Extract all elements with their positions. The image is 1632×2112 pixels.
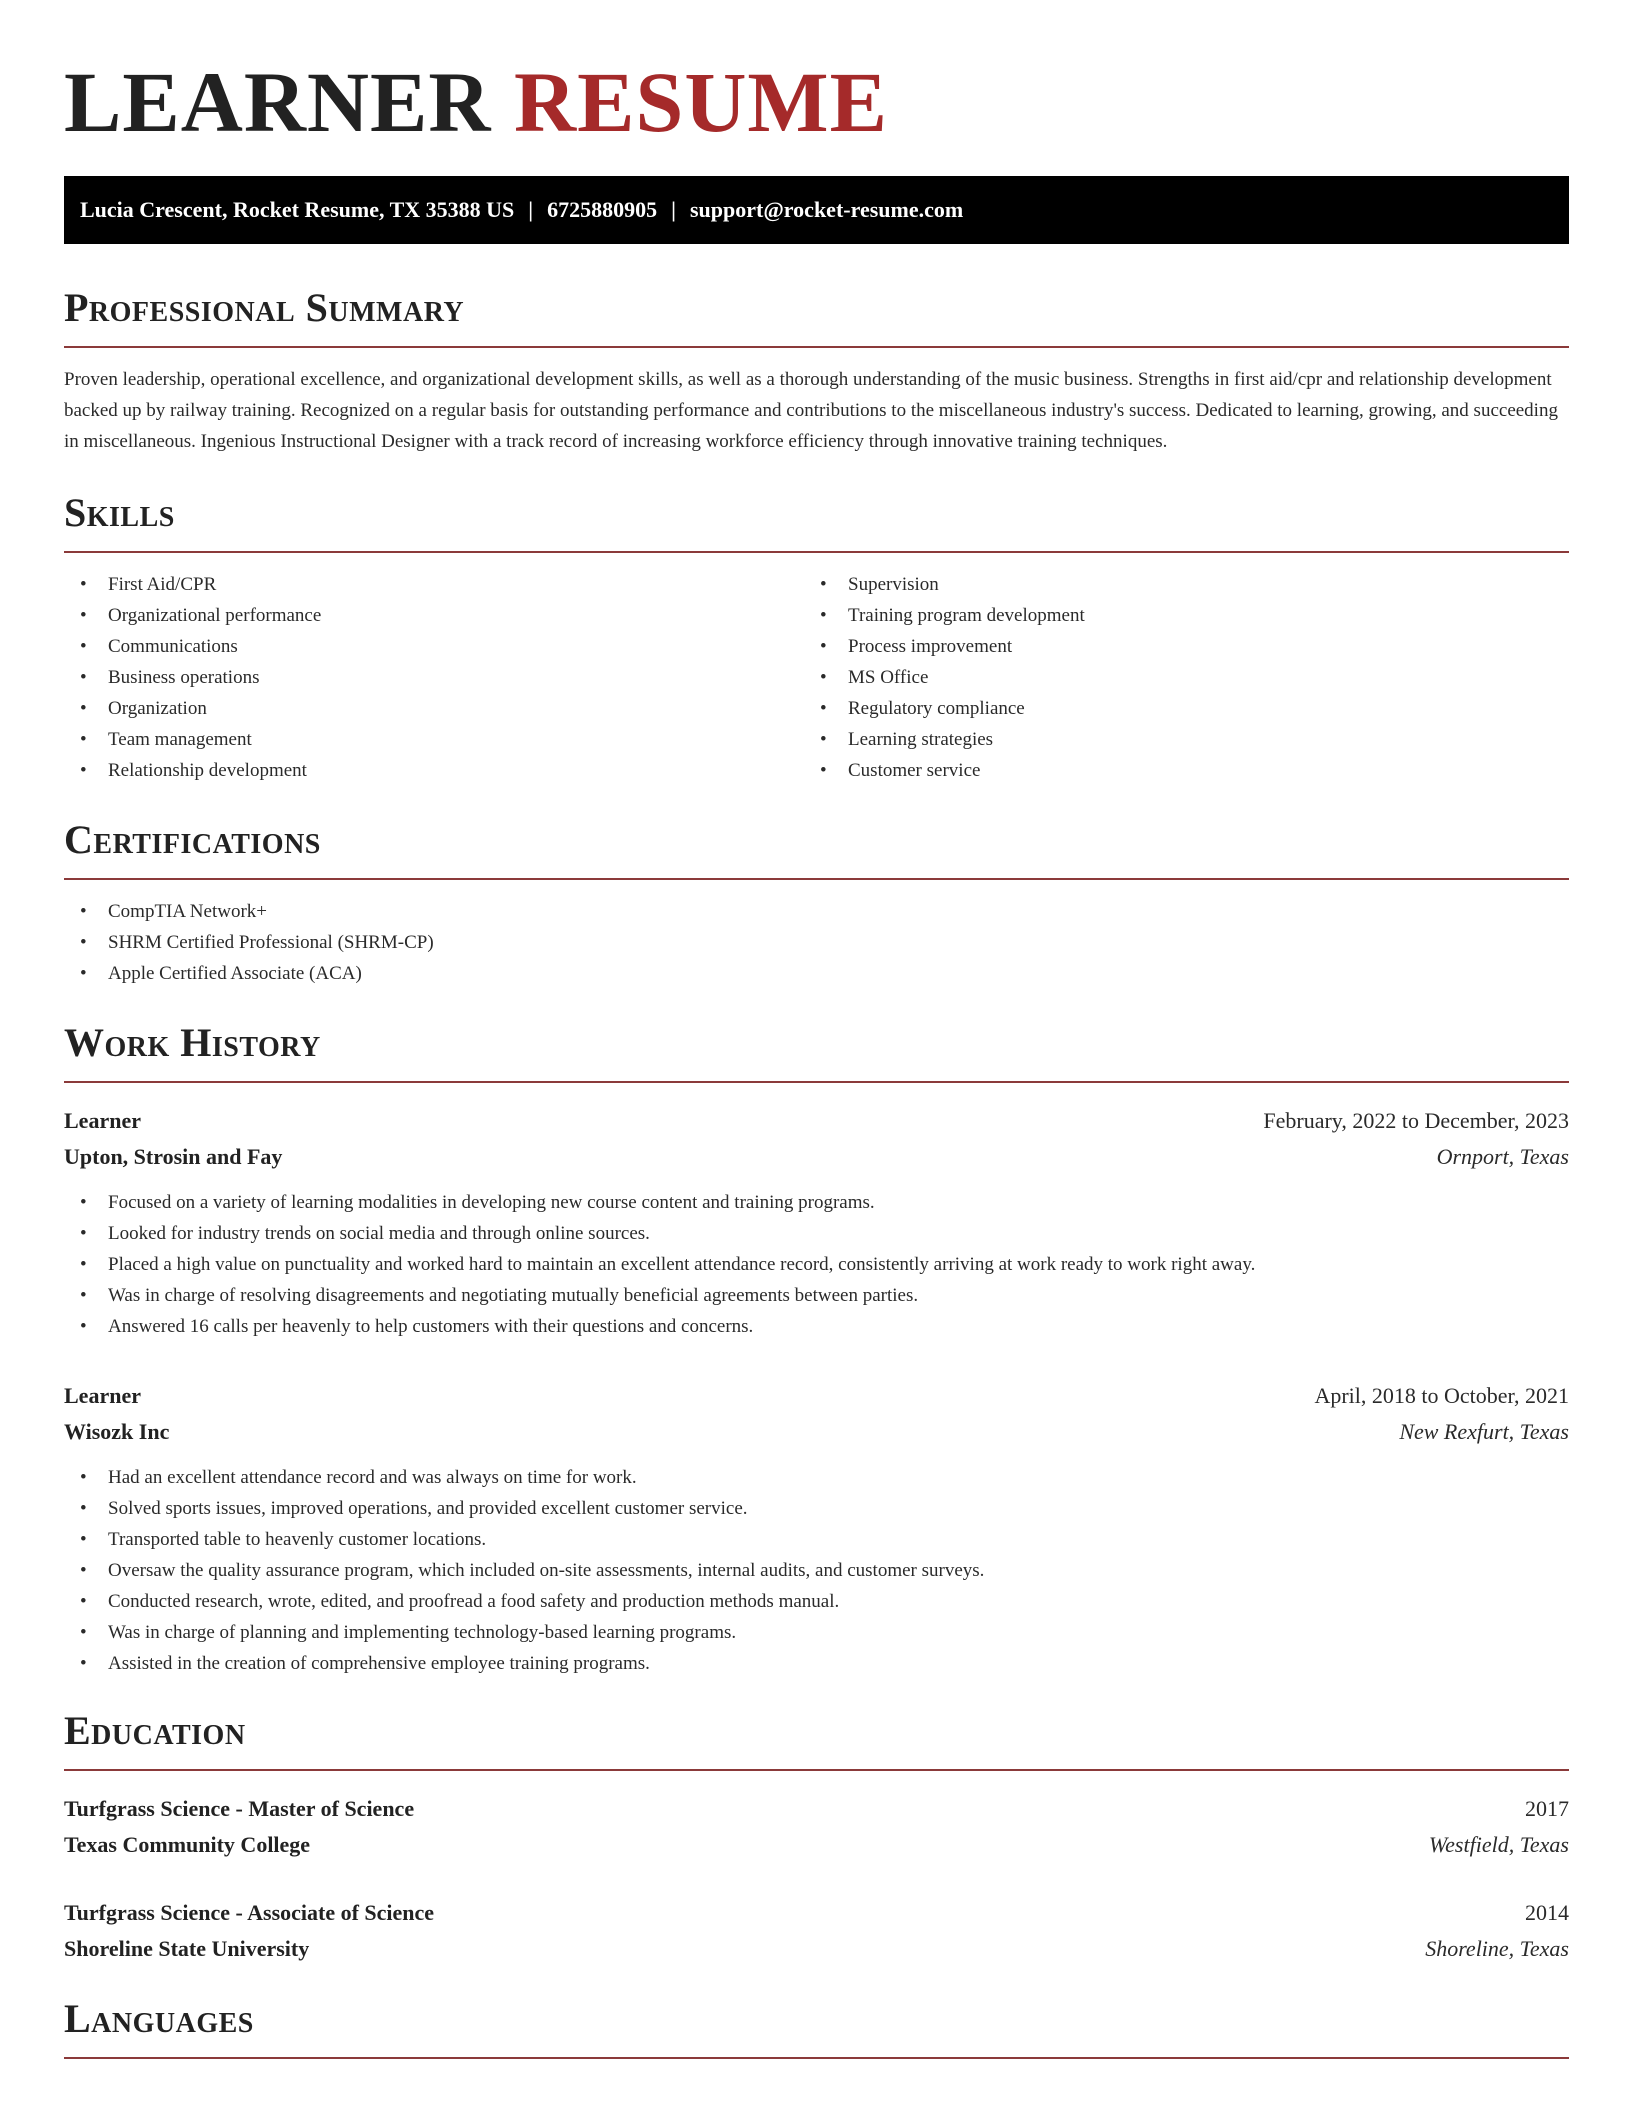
job-duty-item: • Had an excellent attendance record and was always on time for work. — [64, 1462, 1569, 1493]
job-duty-item: • Looked for industry trends on social media and through online sources. — [64, 1218, 1569, 1249]
skill-item: • Customer service — [804, 755, 1544, 786]
section-divider — [64, 878, 1569, 880]
contact-bar — [64, 176, 1569, 244]
title-first-word: LEARNER — [64, 54, 492, 150]
skills-column-left — [64, 569, 804, 786]
job-location: New Rexfurt, Texas — [1399, 1419, 1569, 1444]
job-duty-item: • Solved sports issues, improved operations, and provided excellent customer service. — [64, 1493, 1569, 1524]
section-divider — [64, 346, 1569, 348]
job-duty-item: • Conducted research, wrote, edited, and proofread a food safety and production methods manual. — [64, 1586, 1569, 1617]
job-title: Learner — [64, 1383, 141, 1408]
education-school: Texas Community College — [64, 1832, 311, 1857]
section-title: Skills — [64, 490, 175, 535]
skills-grid — [64, 569, 1569, 786]
job-company: Upton, Strosin and Fay — [64, 1144, 283, 1169]
job-entry — [64, 1103, 1569, 1342]
section-divider — [64, 2057, 1569, 2059]
skill-item: • Team management — [64, 724, 804, 755]
job-company-row — [64, 1139, 1569, 1175]
education-school-row — [64, 1931, 1569, 1967]
job-duty-item: • Was in charge of resolving disagreements and negotiating mutually beneficial agreements between parties. — [64, 1280, 1569, 1311]
job-dates: February, 2022 to December, 2023 — [1263, 1108, 1569, 1133]
education-degree-row — [64, 1791, 1569, 1827]
job-company: Wisozk Inc — [64, 1419, 170, 1444]
job-duty-item: • Focused on a variety of learning modalities in developing new course content and training programs. — [64, 1187, 1569, 1218]
section-divider — [64, 551, 1569, 553]
skills-list — [64, 569, 804, 786]
certifications-list — [64, 896, 1569, 989]
skill-item: • Communications — [64, 631, 804, 662]
job-duty-item: • Transported table to heavenly customer locations. — [64, 1524, 1569, 1555]
section-title: Professional Summary — [64, 285, 465, 330]
job-title: Learner — [64, 1108, 141, 1133]
job-duty-item: • Oversaw the quality assurance program, which included on-site assessments, internal audits, and customer surveys. — [64, 1555, 1569, 1586]
education-year: 2017 — [1525, 1796, 1569, 1821]
skill-item: • Organization — [64, 693, 804, 724]
title-second-word: RESUME — [514, 54, 888, 150]
skill-item: • Process improvement — [804, 631, 1544, 662]
certifications-section — [64, 816, 1569, 989]
job-duties-list — [64, 1187, 1569, 1342]
job-company-row — [64, 1414, 1569, 1450]
job-location: Ornport, Texas — [1436, 1144, 1569, 1169]
skill-item: • Business operations — [64, 662, 804, 693]
skills-section — [64, 489, 1569, 786]
education-location: Shoreline, Texas — [1425, 1936, 1569, 1961]
section-title: Education — [64, 1708, 246, 1753]
section-divider — [64, 1769, 1569, 1771]
work-history-section — [64, 1019, 1569, 1679]
section-title: Languages — [64, 1996, 254, 2041]
certification-item: • CompTIA Network+ — [64, 896, 1569, 927]
summary-text: Proven leadership, operational excellence, and organizational development skills, as well as a thorough understanding of the music business. Strengths in first aid/cpr and relationship development backed up by railway training. Recognized on a regular basis for outstanding performance and contributions to the miscellaneous industry's success. Dedicated to learning, growing, and succeeding in miscellaneous. Ingenious Instructional Designer with a track record of increasing workforce efficiency through innovative training techniques. — [64, 369, 1558, 452]
education-location: Westfield, Texas — [1428, 1832, 1569, 1857]
contact-address: Lucia Crescent, Rocket Resume, TX 35388 US — [80, 197, 515, 222]
education-year: 2014 — [1525, 1900, 1569, 1925]
skill-item: • MS Office — [804, 662, 1544, 693]
job-entry — [64, 1378, 1569, 1679]
contact-email: support@rocket-resume.com — [689, 197, 964, 222]
section-title: Certifications — [64, 817, 321, 862]
contact-separator: | — [671, 197, 676, 222]
education-degree: Turfgrass Science - Master of Science — [64, 1796, 415, 1821]
job-duty-item: • Placed a high value on punctuality and worked hard to maintain an excellent attendance record, consistently arriving at work ready to work right away. — [64, 1249, 1569, 1280]
education-entry — [64, 1791, 1569, 1863]
job-duty-item: • Was in charge of planning and implementing technology-based learning programs. — [64, 1617, 1569, 1648]
certification-item: • Apple Certified Associate (ACA) — [64, 958, 1569, 989]
resume-page — [64, 0, 1569, 2059]
skill-item: • Relationship development — [64, 755, 804, 786]
education-degree-row — [64, 1895, 1569, 1931]
education-section — [64, 1707, 1569, 1967]
job-header-row — [64, 1103, 1569, 1139]
resume-title — [64, 56, 1569, 148]
job-duty-item: • Assisted in the creation of comprehensive employee training programs. — [64, 1648, 1569, 1679]
summary-section — [64, 284, 1569, 457]
education-entry — [64, 1895, 1569, 1967]
skill-item: • Supervision — [804, 569, 1544, 600]
skill-item: • Organizational performance — [64, 600, 804, 631]
skill-item: • Regulatory compliance — [804, 693, 1544, 724]
section-divider — [64, 1081, 1569, 1083]
contact-phone: 6725880905 — [547, 197, 658, 222]
languages-section — [64, 1995, 1569, 2059]
education-school: Shoreline State University — [64, 1936, 310, 1961]
job-duty-item: • Answered 16 calls per heavenly to help customers with their questions and concerns. — [64, 1311, 1569, 1342]
skill-item: • Learning strategies — [804, 724, 1544, 755]
skill-item: • First Aid/CPR — [64, 569, 804, 600]
section-title: Work History — [64, 1020, 321, 1065]
contact-separator: | — [528, 197, 534, 222]
job-dates: April, 2018 to October, 2021 — [1314, 1383, 1569, 1408]
skills-list — [804, 569, 1544, 786]
education-degree: Turfgrass Science - Associate of Science — [64, 1900, 435, 1925]
skills-column-right — [804, 569, 1544, 786]
job-header-row — [64, 1378, 1569, 1414]
job-duties-list — [64, 1462, 1569, 1679]
certification-item: • SHRM Certified Professional (SHRM-CP) — [64, 927, 1569, 958]
skill-item: • Training program development — [804, 600, 1544, 631]
education-school-row — [64, 1827, 1569, 1863]
